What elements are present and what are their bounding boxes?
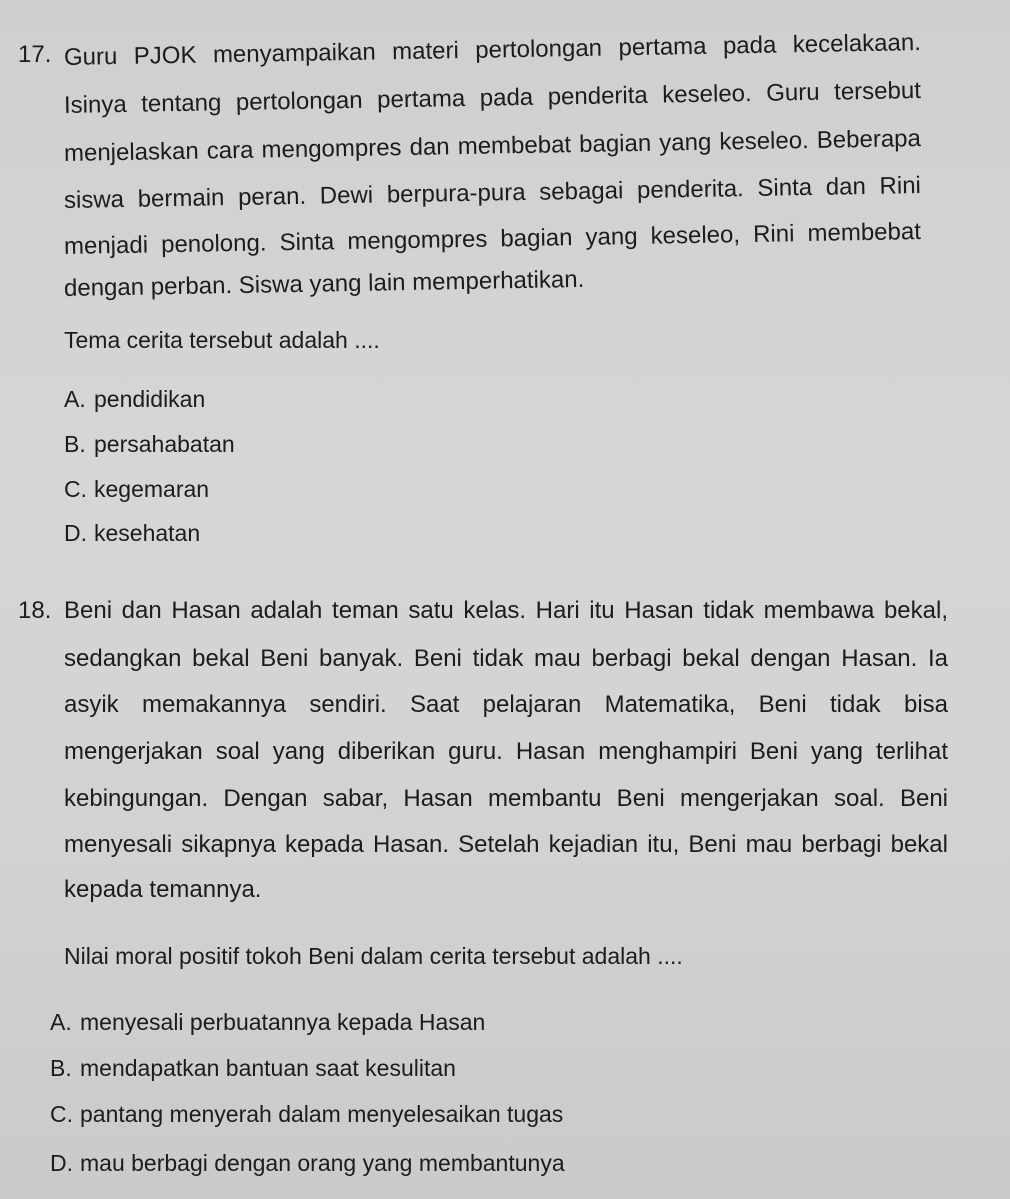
question-text-line: menjadi penolong. Sinta mengompres bagian yang keseleo, Rini membebat xyxy=(63,218,922,260)
option-letter: B. xyxy=(64,431,86,457)
question-text-line: Guru PJOK menyampaikan materi pertolongan pertama pada kecelakaan. xyxy=(63,29,922,71)
question-text-line: Beni dan Hasan adalah teman satu kelas. Hari itu Hasan tidak membawa bekal, xyxy=(64,597,948,624)
option-letter: A. xyxy=(50,1009,72,1035)
option-text: mau berbagi dengan orang yang membantunya xyxy=(80,1150,565,1176)
option-text: menyesali perbuatannya kepada Hasan xyxy=(80,1009,486,1035)
question-text-line: sedangkan bekal Beni banyak. Beni tidak mau berbagi bekal dengan Hasan. Ia xyxy=(64,645,948,672)
option-text: kesehatan xyxy=(94,520,201,546)
question-prompt: Nilai moral positif tokoh Beni dalam cerita tersebut adalah .... xyxy=(64,943,683,969)
option-letter: D. xyxy=(64,520,87,546)
option-letter: C. xyxy=(64,476,87,502)
answer-option-b[interactable] xyxy=(64,429,235,459)
answer-option-d[interactable] xyxy=(50,1148,565,1178)
option-text: mendapatkan bantuan saat kesulitan xyxy=(80,1055,456,1081)
answer-option-a[interactable] xyxy=(50,1007,485,1037)
question-text-line: menyesali sikapnya kepada Hasan. Setelah kejadian itu, Beni mau berbagi bekal xyxy=(64,831,948,858)
option-letter: B. xyxy=(50,1055,72,1081)
answer-option-a[interactable] xyxy=(64,384,205,414)
question-text-line: asyik memakannya sendiri. Saat pelajaran Matematika, Beni tidak bisa xyxy=(64,691,948,718)
answer-option-d[interactable] xyxy=(64,518,200,548)
option-letter: D. xyxy=(50,1150,73,1176)
option-text: persahabatan xyxy=(94,431,235,457)
question-number: 17. xyxy=(18,41,52,68)
option-text: pantang menyerah dalam menyelesaikan tugas xyxy=(80,1101,564,1127)
question-text-line: siswa bermain peran. Dewi berpura-pura sebagai penderita. Sinta dan Rini xyxy=(63,172,922,214)
question-text-line: dengan perban. Siswa yang lain memperhatikan. xyxy=(63,265,585,302)
question-text-line: Isinya tentang pertolongan pertama pada penderita keseleo. Guru tersebut xyxy=(63,77,922,119)
question-number: 18. xyxy=(18,597,52,624)
option-text: pendidikan xyxy=(94,386,206,412)
question-text-line: kebingungan. Dengan sabar, Hasan membantu Beni mengerjakan soal. Beni xyxy=(64,785,948,812)
option-letter: C. xyxy=(50,1101,73,1127)
option-text: kegemaran xyxy=(94,476,210,502)
question-text-line: kepada temannya. xyxy=(64,876,262,903)
question-text-line: mengerjakan soal yang diberikan guru. Hasan menghampiri Beni yang terlihat xyxy=(64,738,948,765)
option-letter: A. xyxy=(64,386,86,412)
question-text-line: menjelaskan cara mengompres dan membebat bagian yang keseleo. Beberapa xyxy=(63,125,922,167)
question-prompt: Tema cerita tersebut adalah .... xyxy=(64,327,380,353)
answer-option-b[interactable] xyxy=(50,1053,456,1083)
answer-option-c[interactable] xyxy=(50,1099,563,1129)
answer-option-c[interactable] xyxy=(64,474,209,504)
